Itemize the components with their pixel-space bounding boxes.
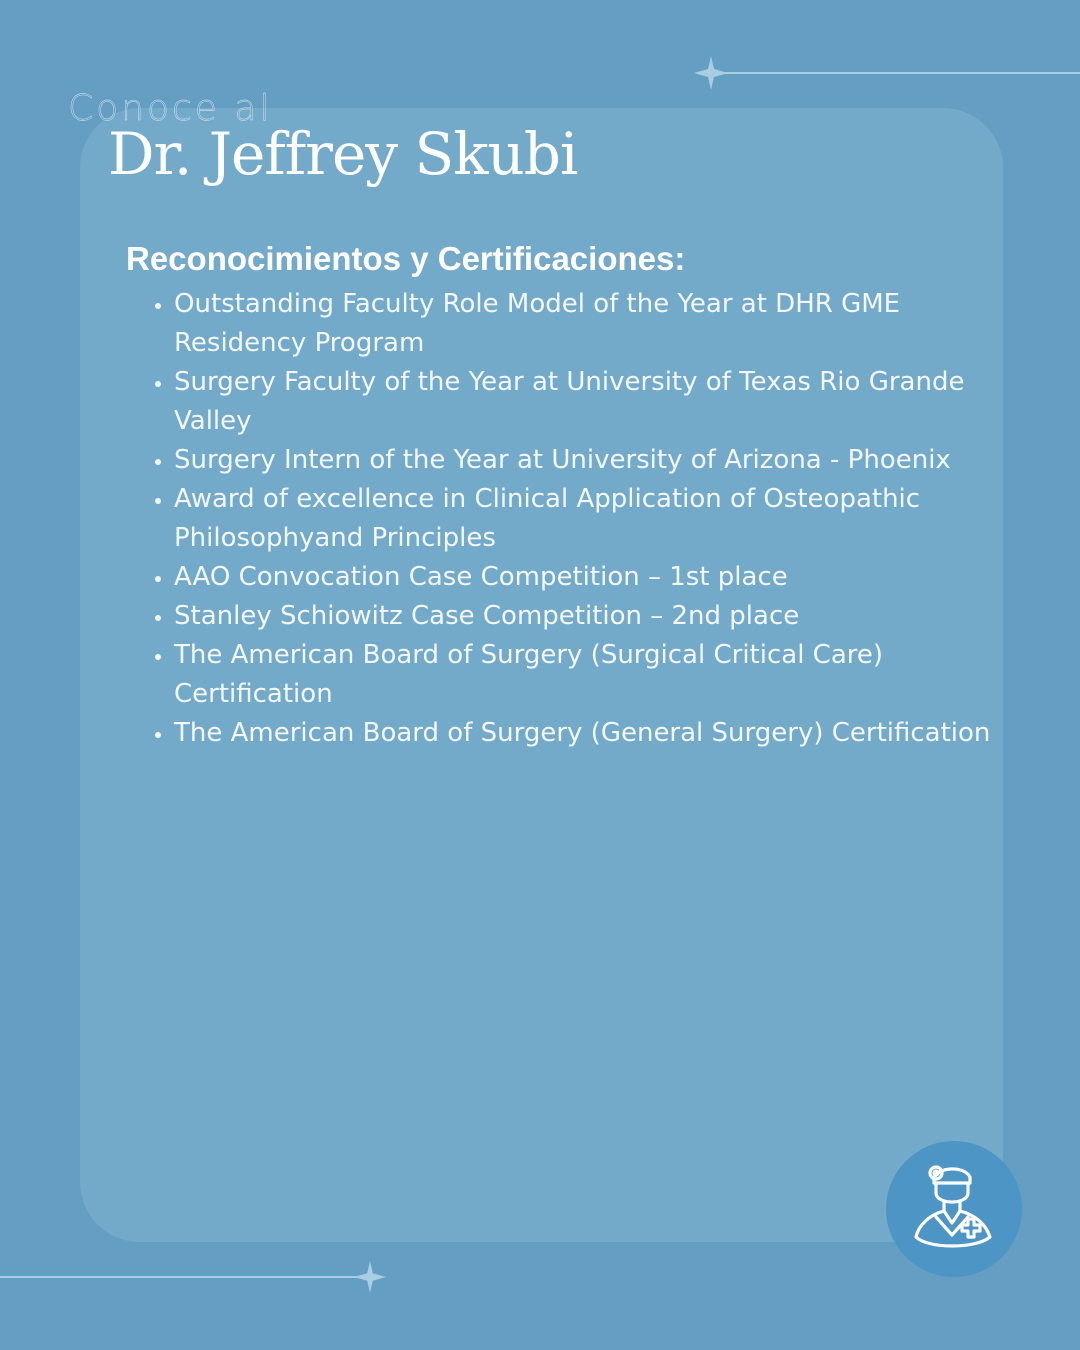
bottom-decorative-line [0,1276,372,1278]
doctor-icon [914,1163,994,1255]
intro-text: Conoce al [68,88,273,129]
top-decorative-line [712,72,1080,74]
list-item: • Surgery Intern of the Year at University of Arizona - Phoenix [174,441,994,480]
list-item: • AAO Convocation Case Competition – 1st place [174,558,994,597]
doctor-name: Dr. Jeffrey Skubi [108,120,578,188]
awards-list [126,285,994,753]
list-item: • The American Board of Surgery (General Surgery) Certification [174,714,994,753]
list-item: • Award of excellence in Clinical Application of Osteopathic Philosophyand Principles [174,480,994,558]
sparkle-star-icon [694,56,728,90]
list-item: • The American Board of Surgery (Surgical Critical Care) Certification [174,636,994,714]
list-item: • Surgery Faculty of the Year at University of Texas Rio Grande Valley [174,363,994,441]
list-item: • Stanley Schiowitz Case Competition – 2nd place [174,597,994,636]
list-item: • Outstanding Faculty Role Model of the Year at DHR GME Residency Program [174,285,994,363]
section-title: Reconocimientos y Certificaciones: [126,240,686,277]
sparkle-star-icon [354,1261,386,1293]
doctor-badge [886,1141,1022,1277]
